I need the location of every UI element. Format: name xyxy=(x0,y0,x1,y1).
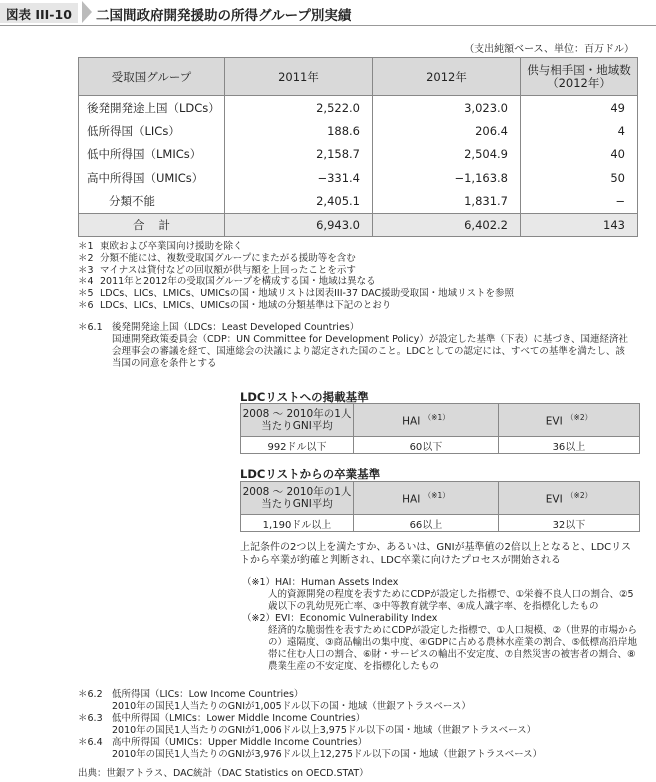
definition-mark: ＊6.1 xyxy=(78,322,103,333)
lmic-definition xyxy=(78,713,632,737)
table-row xyxy=(79,119,638,143)
footnote-mark: ＊6 xyxy=(78,299,94,311)
footnote xyxy=(78,288,514,300)
definition-body: 2010年の国民1人当たりのGNIが1,006ドル以上3,975ドル以下の国・地域（世銀アトラスベース） xyxy=(112,725,537,736)
total-count: 143 xyxy=(521,213,638,237)
gni-value: 1,190ドル以上 xyxy=(241,515,354,532)
total-2012: 6,402.2 xyxy=(373,213,521,237)
hai-value: 66以上 xyxy=(354,515,499,532)
figure-label: 図表 III-10 xyxy=(0,3,78,23)
cell-2011: 2,158.7 xyxy=(225,143,373,167)
chevron-right-icon xyxy=(82,1,92,23)
cell-count: 50 xyxy=(521,166,638,190)
cell-2011: 188.6 xyxy=(225,119,373,143)
footnote-text: LDCs、LICs、LMICs、UMICsの国・地域の分類基準は下記のとおり xyxy=(100,299,392,311)
hai-label: HAI xyxy=(402,493,421,506)
cell-2012: −1,163.8 xyxy=(373,166,521,190)
col-header-hai xyxy=(354,404,499,437)
definition-body: 国連開発政策委員会（CDP：UN Committee for Development Policy）が設定した基準（下表）に基づき、国連経済社会理事会の審議を経て、国連総会の決議により認定された国のこと。LDCとしての認定には、すべての基準を満たし、該当国の同意を条件とする xyxy=(112,334,629,369)
total-2011: 6,943.0 xyxy=(225,213,373,237)
index-notes xyxy=(242,577,642,673)
row-label: 低中所得国（LMICs） xyxy=(79,143,225,167)
definition-title: 低所得国（LICs：Low Income Countries） xyxy=(112,689,304,700)
figure-header xyxy=(0,0,656,26)
evi-note-title: （※2）EVI：Economic Vulnerability Index xyxy=(242,613,438,624)
footnote-text: 分類不能には、複数受取国グループにまたがる援助等を含む xyxy=(100,252,356,264)
table-row xyxy=(79,190,638,214)
col-header-gni: 2008 ～ 2010年の1人当たりGNI平均 xyxy=(241,404,354,437)
cell-2012: 1,831.7 xyxy=(373,190,521,214)
hai-note-title: （※1）HAI：Human Assets Index xyxy=(242,577,399,588)
hai-note-mark: （※1） xyxy=(423,491,450,501)
definition-title: 低中所得国（LMICs：Lower Middle Income Countries） xyxy=(112,713,366,724)
total-label: 合計 xyxy=(79,213,225,237)
definition-body: 2010年の国民1人当たりのGNIが1,005ドル以下の国・地域（世銀アトラスベース） xyxy=(112,701,471,712)
evi-value: 32以下 xyxy=(498,515,639,532)
col-header-evi xyxy=(498,404,639,437)
ldc-definition xyxy=(78,322,632,370)
footnote-text: 東欧および卒業国向け援助を除く xyxy=(100,241,243,252)
cell-2012: 3,023.0 xyxy=(373,96,521,120)
cell-2011: 2,522.0 xyxy=(225,96,373,120)
footnote xyxy=(78,241,514,253)
col-header-evi xyxy=(498,482,639,515)
definition-mark: ＊6.2 xyxy=(78,689,103,700)
hai-note xyxy=(242,577,642,613)
lic-definition xyxy=(78,689,632,713)
evi-note xyxy=(242,613,642,673)
evi-value: 36以上 xyxy=(498,437,639,454)
footnote-text: 2011年と2012年の受取国グループを構成する国・地域は異なる xyxy=(100,276,376,288)
evi-label: EVI xyxy=(545,415,563,428)
col-header-gni: 2008 ～ 2010年の1人当たりGNI平均 xyxy=(241,482,354,515)
footnotes xyxy=(78,241,514,312)
row-label: 高中所得国（UMICs） xyxy=(79,166,225,190)
col-header-group: 受取国グループ xyxy=(79,58,225,96)
definition-body: 2010年の国民1人当たりのGNIが3,976ドル以上12,275ドル以下の国・地域（世銀アトラスベース） xyxy=(112,749,543,760)
hai-note-mark: （※1） xyxy=(423,413,450,423)
unit-note: （支出純額ベース、単位：百万ドル） xyxy=(464,44,634,55)
main-table xyxy=(78,57,638,237)
evi-label: EVI xyxy=(545,493,563,506)
footnote-mark: ＊4 xyxy=(78,276,94,288)
cell-2012: 2,504.9 xyxy=(373,143,521,167)
table-row xyxy=(79,96,638,120)
evi-note-body: 経済的な脆弱性を表すためにCDPが設定した指標で、①人口規模、②（世界的市場からの）遠隔度、③商品輸出の集中度、④GDPに占める農林水産業の割合、⑤低標高沿岸地帯に住む人口の割合、⑥財・サービスの輸出不安定度、⑦自然災害の被害者の割合、⑧農業生産の不安定度、を指標化したもの xyxy=(268,625,638,672)
cell-count: 49 xyxy=(521,96,638,120)
source-note: 出典：世銀アトラス、DAC統計（DAC Statistics on OECD.STAT） xyxy=(78,768,369,779)
main-table-header xyxy=(79,58,638,96)
figure-title: 二国間政府開発援助の所得グループ別実績 xyxy=(96,8,352,24)
definition-title: 後発開発途上国（LDCs：Least Developed Countries） xyxy=(112,322,360,333)
footnote-text: マイナスは貸付などの回収額が供与額を上回ったことを示す xyxy=(100,264,356,276)
hai-value: 60以下 xyxy=(354,437,499,454)
footnote xyxy=(78,276,514,288)
cell-count: − xyxy=(521,190,638,214)
footnote xyxy=(78,300,514,312)
graduation-value-row xyxy=(241,515,640,532)
graduation-criteria-table xyxy=(240,481,640,532)
footnote-mark: ＊3 xyxy=(78,264,94,276)
criteria-explanation: 上記条件の2つ以上を満たすか、あるいは、GNIが基準値の2倍以上となると、LDCリストから卒業が約確と判断され、LDC卒業に向けたプロセスが開始される xyxy=(240,542,631,566)
definition-mark: ＊6.3 xyxy=(78,713,103,724)
row-label: 低所得国（LICs） xyxy=(79,119,225,143)
inclusion-value-row xyxy=(241,437,640,454)
footnote xyxy=(78,253,514,265)
cell-count: 40 xyxy=(521,143,638,167)
inclusion-header-row xyxy=(241,404,640,437)
col-header-hai xyxy=(354,482,499,515)
cell-2011: 2,405.1 xyxy=(225,190,373,214)
col-header-2012: 2012年 xyxy=(373,58,521,96)
evi-note-mark: （※2） xyxy=(566,491,593,501)
hai-note-body: 人的資源開発の程度を表すためにCDPが設定した指標で、①栄養不良人口の割合、②5歳以下の乳幼児死亡率、③中等教育就学率、④成人識字率、を指標化したもの xyxy=(268,589,634,612)
graduation-criteria-title: LDCリストからの卒業基準 xyxy=(240,467,381,481)
umic-definition xyxy=(78,737,632,761)
inclusion-criteria-table xyxy=(240,403,640,454)
footnote-mark: ＊5 xyxy=(78,288,94,300)
footnote-text: LDCs、LICs、LMICs、UMICsの国・地域リストは図表III-37 DAC援助受取国・地域リストを参照 xyxy=(100,288,514,300)
row-label: 分類不能 xyxy=(79,190,225,214)
total-row xyxy=(79,213,638,237)
hai-label: HAI xyxy=(402,415,421,428)
col-header-2011: 2011年 xyxy=(225,58,373,96)
gni-value: 992ドル以下 xyxy=(241,437,354,454)
footnote-mark: ＊2 xyxy=(78,252,94,264)
table-row xyxy=(79,166,638,190)
inclusion-criteria-title: LDCリストへの掲載基準 xyxy=(240,390,369,404)
cell-count: 4 xyxy=(521,119,638,143)
evi-note-mark: （※2） xyxy=(566,413,593,423)
row-label: 後発開発途上国（LDCs） xyxy=(79,96,225,120)
cell-2012: 206.4 xyxy=(373,119,521,143)
definition-mark: ＊6.4 xyxy=(78,737,103,748)
footnote-mark: ＊1 xyxy=(78,241,94,252)
graduation-header-row xyxy=(241,482,640,515)
table-row xyxy=(79,143,638,167)
footnote xyxy=(78,265,514,277)
cell-2011: −331.4 xyxy=(225,166,373,190)
definition-title: 高中所得国（UMICs：Upper Middle Income Countries） xyxy=(112,737,368,748)
col-header-count: 供与相手国・地域数（2012年） xyxy=(521,58,638,96)
